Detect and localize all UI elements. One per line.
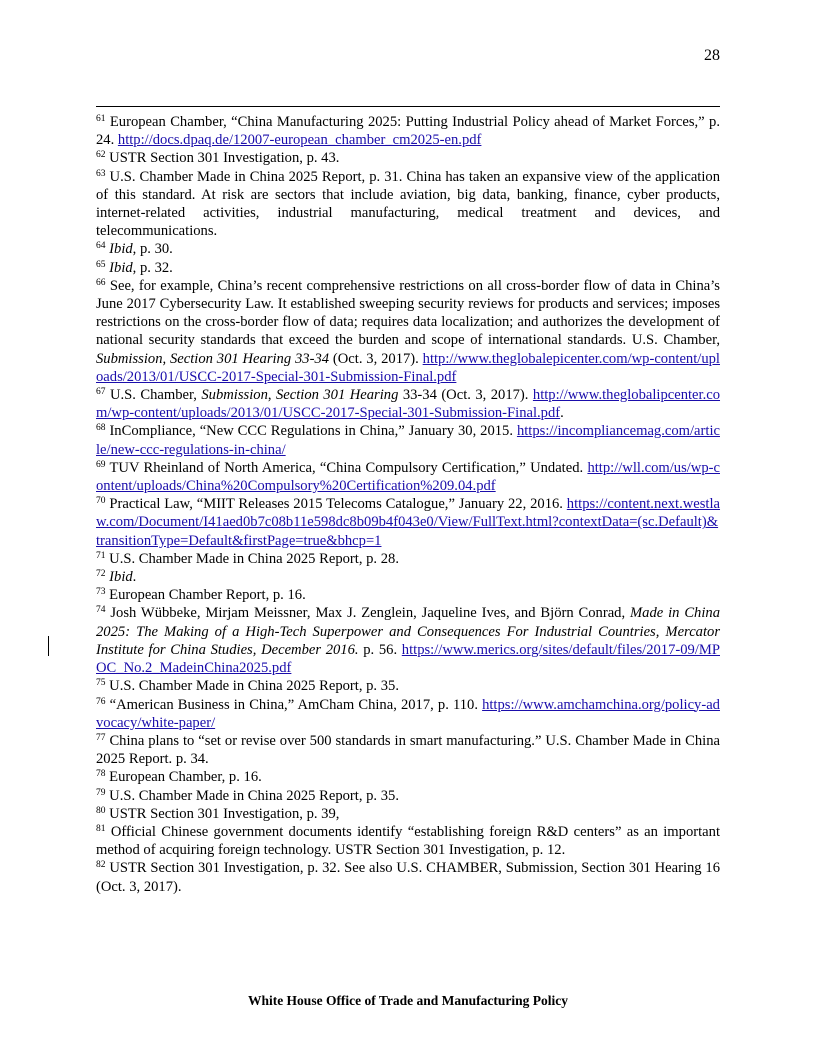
footnote-text: European Chamber, “China Manufacturing 2025: Putting Industrial Policy ahead of Market Forces,” p. 24.: [96, 114, 720, 149]
footnote-74: [96, 604, 720, 677]
footnote-66: [96, 277, 720, 386]
footnote-81: [96, 823, 720, 859]
footnote-link[interactable]: https://www.amchamchina.org/policy-advocacy/white-paper/: [96, 696, 720, 731]
footnote-text: , p. 30.: [132, 241, 173, 258]
footnote-number: 63: [96, 168, 106, 179]
footnote-text: European Chamber Report, p. 16.: [109, 587, 306, 604]
footnote-69: [96, 459, 720, 495]
footnote-number: 80: [96, 805, 106, 816]
footnote-number: 75: [96, 678, 106, 689]
footnote-number: 62: [96, 150, 106, 161]
footnote-number: 64: [96, 241, 106, 252]
footnote-76: [96, 696, 720, 732]
footnote-number: 78: [96, 769, 106, 780]
footnote-number: 77: [96, 732, 106, 743]
footnote-77: [96, 732, 720, 768]
footnote-number: 79: [96, 787, 106, 798]
footnote-78: [96, 768, 720, 786]
footnote-64: [96, 240, 720, 258]
footnote-text: (Oct. 3, 2017).: [329, 350, 423, 367]
footnote-text: Practical Law, “MIIT Releases 2015 Telecoms Catalogue,” January 22, 2016.: [109, 496, 567, 513]
footnote-number: 82: [96, 860, 106, 871]
footnote-link[interactable]: https://www.merics.org/sites/default/files/2017-09/MPOC_No.2_MadeinChina2025.pdf: [96, 641, 720, 677]
footnote-text: Josh Wübbeke, Mirjam Meissner, Max J. Zenglein, Jaqueline Ives, and Björn Conrad,: [110, 605, 630, 622]
footnote-61: [96, 113, 720, 149]
footnote-link[interactable]: http://www.theglobalepicenter.com/wp-content/uploads/2013/01/USCC-2017-Special-301-Submission-Final.pdf: [96, 350, 720, 385]
footnote-number: 72: [96, 569, 106, 580]
footnote-79: [96, 787, 720, 805]
footnote-82: [96, 859, 720, 895]
footnote-separator: [96, 106, 720, 107]
footnote-text: U.S. Chamber Made in China 2025 Report, p. 28.: [109, 550, 399, 567]
footnote-italic-text: Ibid: [109, 241, 133, 258]
footnote-text: ,: [267, 387, 276, 404]
footnote-text: U.S. Chamber Made in China 2025 Report, p. 31. China has taken an expansive view of the application of this standard. At risk are sectors that include aviation, big data, banking, finance, cyber products, internet-related activities, industrial manufacturing, medical treatment and devices, and telecommunications.: [96, 168, 721, 240]
footnote-italic-text: Ibid: [109, 569, 133, 586]
footnote-65: [96, 259, 720, 277]
footnote-72: [96, 568, 720, 586]
footnote-number: 65: [96, 259, 106, 270]
footnote-70: [96, 495, 720, 550]
footnote-text: InCompliance, “New CCC Regulations in China,” January 30, 2015.: [109, 423, 517, 440]
footnote-number: 81: [96, 823, 106, 834]
footnote-number: 68: [96, 423, 106, 434]
footnote-link[interactable]: https://content.next.westlaw.com/Document/I41aed0b7c08b11e598dc8b09b4f043e0/View/FullText.html?contextData=(sc.Default)&transitionType=Default&firstPage=true&bhcp=1: [96, 496, 721, 549]
footnote-italic-text: Submission: [201, 387, 268, 404]
footnote-text: USTR Section 301 Investigation, p. 32. See also U.S. CHAMBER, Submission, Section 301 Hearing 16 (Oct. 3, 2017).: [96, 860, 720, 895]
footnote-number: 61: [96, 114, 106, 124]
footnote-text: p. 56.: [358, 641, 402, 658]
footnote-italic-text: Submission, Section 301 Hearing 33-34: [96, 350, 330, 367]
footnote-link[interactable]: http://wll.com/us/wp-content/uploads/China%20Compulsory%20Certification%209.04.pdf: [96, 459, 720, 495]
footnote-text: U.S. Chamber,: [109, 387, 202, 404]
footnote-text: , p. 32.: [132, 259, 173, 276]
footnote-number: 69: [96, 459, 106, 470]
footnote-number: 70: [96, 496, 106, 507]
footnote-text: Official Chinese government documents identify “establishing foreign R&D centers” as an important method of acquiring foreign technology. USTR Section 301 Investigation, p. 12.: [96, 823, 720, 859]
footnote-text: U.S. Chamber Made in China 2025 Report, p. 35.: [109, 678, 399, 695]
page-number: 28: [704, 47, 720, 64]
footnote-number: 74: [96, 605, 106, 616]
footnote-62: [96, 149, 720, 167]
footnote-number: 73: [96, 587, 106, 598]
footnote-text: 33-34 (Oct. 3, 2017).: [398, 387, 533, 404]
footnote-text: “American Business in China,” AmCham China, 2017, p. 110.: [109, 696, 483, 713]
footnote-number: 67: [96, 387, 106, 398]
footnote-80: [96, 805, 720, 823]
footnote-text: .: [132, 569, 137, 586]
footnote-link[interactable]: http://docs.dpaq.de/12007-european_chamber_cm2025-en.pdf: [117, 132, 482, 149]
footnote-text: .: [560, 405, 564, 422]
page-footer: White House Office of Trade and Manufacturing Policy: [247, 993, 569, 1008]
footnote-text: TUV Rheinland of North America, “China Compulsory Certification,” Undated.: [109, 459, 588, 476]
footnote-text: See, for example, China’s recent comprehensive restrictions on all cross-border flow of data in China’s June 2017 Cybersecurity Law. It established sweeping security reviews for products and services; imposes restrictions on the cross-border flow of data; requires data localization; and authorizes the development of national security standards that exceed the burden and scope of international standards. U.S. Chamber,: [96, 277, 720, 349]
footnote-italic-text: Section 301 Hearing: [275, 387, 399, 404]
footnote-text: USTR Section 301 Investigation, p. 43.: [109, 150, 340, 167]
footnote-number: 76: [96, 696, 106, 707]
footnote-73: [96, 586, 720, 604]
footnote-text: European Chamber, p. 16.: [109, 769, 262, 786]
footnote-italic-text: Ibid: [109, 259, 133, 276]
footnote-link[interactable]: https://incompliancemag.com/article/new-ccc-regulations-in-china/: [96, 423, 720, 458]
footnote-number: 66: [96, 277, 106, 288]
footnote-italic-text: Made in China 2025: The Making of a High-Tech Superpower and Consequences For Industrial Countries, Mercator Institute for China Studies, December 2016.: [96, 605, 720, 658]
footnote-number: 71: [96, 550, 106, 561]
footnote-text: USTR Section 301 Investigation, p. 39,: [109, 805, 340, 822]
footnote-71: [96, 550, 720, 568]
footnotes-list: [96, 113, 720, 896]
footnote-text: U.S. Chamber Made in China 2025 Report, p. 35.: [109, 787, 399, 804]
footnote-75: [96, 677, 720, 695]
footnote-link[interactable]: http://www.theglobalipcenter.com/wp-content/uploads/2013/01/USCC-2017-Special-301-Submission-Final.pdf: [96, 387, 721, 422]
footnote-text: China plans to “set or revise over 500 standards in smart manufacturing.” U.S. Chamber Made in China 2025 Report. p. 34.: [96, 732, 721, 768]
footnote-68: [96, 422, 720, 458]
change-bar: [48, 636, 49, 656]
footnote-63: [96, 168, 720, 241]
footnote-67: [96, 386, 720, 422]
